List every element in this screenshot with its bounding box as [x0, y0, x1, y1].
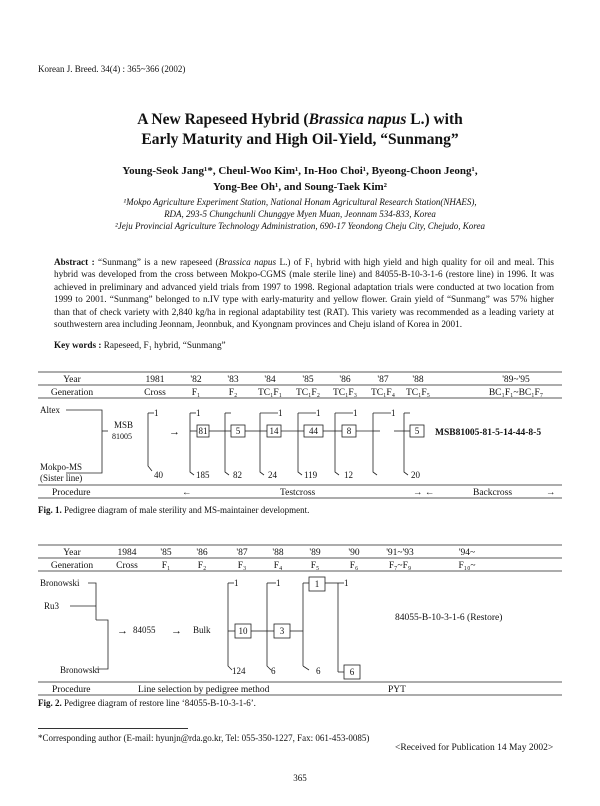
abstract [54, 256, 554, 330]
year-cell: '88 [272, 548, 284, 558]
generation-cell: F₅ [310, 561, 320, 571]
figure-1-diagram [38, 371, 562, 507]
selected-line-label: 14 [269, 426, 279, 436]
year-cell: '90 [348, 548, 360, 558]
year-cell: '84 [264, 375, 276, 385]
selected-line-label: 81 [198, 426, 208, 436]
affiliation-line: ¹Mokpo Agriculture Experiment Station, National Honam Agricultural Research Station(NHAES), [123, 197, 477, 207]
bottom-count: 119 [304, 470, 318, 480]
keywords-text: Rapeseed, F₁ hybrid, “Sunmang” [101, 340, 226, 350]
bottom-count: 24 [268, 470, 277, 480]
top-count: 1 [391, 408, 396, 418]
bottom-count: 6 [271, 666, 276, 676]
arrow: → [117, 625, 128, 637]
result-line-name: 84055-B-10-3-1-6 (Restore) [395, 613, 503, 623]
top-count: 1 [196, 408, 201, 418]
generation-cell: F₁ [191, 388, 201, 398]
abstract-species: Brassica napus [218, 257, 277, 267]
generation-cell: F₂ [228, 388, 238, 398]
selected-line-label: 6 [349, 667, 355, 677]
bulk-label: Bulk [193, 625, 211, 635]
bottom-count: 82 [233, 470, 242, 480]
generation-cell: F₄ [273, 561, 283, 571]
procedure-label: Procedure [52, 685, 91, 695]
caption-text: Pedigree diagram of male sterility and MS-maintainer development. [61, 505, 310, 515]
received-date: <Received for Publication 14 May 2002> [395, 743, 554, 753]
top-count: 1 [234, 578, 239, 588]
arrow-pair: → ← [413, 488, 435, 498]
abstract-text: L.) of F₁ hybrid with high yield and high quality for oil and meal. This hybrid was developed from the cross between Mokpo-CGMS (male sterile line) and 84055-B-10-3-1-6 (restore line) in 1996. It was achieved in preliminary and advanced yield trials from 1997 to 1998. Regional adaptation trials were conducted at two location from 1999 to 2001. “Sunmang” belonged to n.IV type with early-maturity and yellow flower. Grain yield of “Sunmang” was 57% higher than that of check variety with 2,840 kg/ha in regional adaptability test (RAT). This variety was recommended as a leading variety at southwestern area including Jeonnam, Jeonnbuk, and Kyongnam provinces and Cheju island of Korea in 2001. [54, 257, 554, 330]
pedigree-branch [298, 413, 302, 475]
generation-cell: BC₁F₁~BC₁F₇ [488, 388, 544, 398]
author-line-2: Yong-Bee Oh¹, and Soung-Taek Kim² [213, 181, 387, 193]
affiliation-line: ²Jeju Provincial Agriculture Technology Administration, 690-17 Yeondong Cheju City, Chejudo, Korea [115, 221, 485, 231]
page-number: 365 [293, 773, 307, 783]
abstract-text: “Sunmang” is a new rapeseed ( [94, 257, 219, 267]
pedigree-branch [190, 413, 194, 475]
caption-label: Fig. 2. [38, 698, 62, 708]
cross-id: 84055 [133, 625, 156, 635]
affiliations [0, 196, 600, 232]
generation-cell: F₁ [161, 561, 171, 571]
title-part: A New Rapeseed Hybrid ( [137, 111, 309, 128]
pedigree-branch [148, 413, 152, 471]
year-cell: '87 [236, 548, 248, 558]
generation-cell: TC₁F₁ [257, 388, 283, 398]
title-part: L.) with [406, 111, 463, 128]
generation-cell: F₇~F₉ [388, 561, 412, 571]
parent-bronowski: Bronowski [60, 665, 100, 675]
top-count: 1 [154, 408, 159, 418]
pedigree-branch [303, 666, 309, 670]
bottom-count: 124 [232, 666, 246, 676]
parent-bronowski: Bronowski [40, 578, 80, 588]
generation-label: Generation [50, 561, 94, 571]
result-line-name: MSB81005-81-5-14-44-8-5 [435, 428, 542, 438]
keywords [54, 340, 554, 350]
pedigree-branch [225, 413, 229, 475]
top-count: 1 [353, 408, 358, 418]
top-count: 1 [316, 408, 321, 418]
selected-line-label: 44 [309, 426, 318, 436]
year-cell: '91~'93 [386, 548, 414, 558]
author-list [0, 163, 600, 195]
year-cell: '86 [339, 375, 351, 385]
procedure-backcross: Backcross [473, 488, 513, 498]
figure-1-caption [38, 505, 562, 515]
cross-name: MSB [114, 420, 134, 430]
year-cell: 1984 [117, 548, 137, 558]
figure-1 [38, 371, 562, 515]
parent-mokpo-ms: Mokpo-MS [40, 462, 83, 472]
generation-cell: F₆ [349, 561, 359, 571]
generation-cell: Cross [116, 561, 138, 571]
caption-label: Fig. 1. [38, 505, 62, 515]
top-count: 1 [276, 578, 281, 588]
arrow: → [171, 625, 182, 637]
arrow: → [169, 426, 180, 438]
generation-cell: TC₁F₄ [370, 388, 396, 398]
selected-line-label: 5 [414, 426, 420, 436]
pedigree-branch [404, 413, 408, 475]
selected-line-label: 1 [314, 579, 320, 589]
procedure-line-selection: Line selection by pedigree method [138, 685, 270, 695]
figure-2-caption [38, 698, 562, 708]
top-count: 1 [344, 578, 349, 588]
corresponding-author: *Corresponding author (E-mail: hyunjn@rda.go.kr, Tel: 055-350-1227, Fax: 061-453-0085) [38, 733, 370, 743]
generation-cell: F₂ [197, 561, 207, 571]
year-cell: '87 [377, 375, 389, 385]
footnote-rule [38, 728, 188, 729]
procedure-pyt: PYT [388, 685, 406, 695]
journal-citation: Korean J. Breed. 34(4) : 365~366 (2002) [38, 64, 186, 74]
year-label: Year [63, 548, 81, 558]
selected-line-label: 5 [235, 426, 241, 436]
bottom-count: 40 [154, 470, 163, 480]
top-count: 1 [278, 408, 283, 418]
generation-cell: TC₁F₃ [332, 388, 358, 398]
cross-name: 81005 [112, 432, 132, 441]
year-cell: '94~ [458, 548, 476, 558]
cross-bracket [88, 583, 96, 620]
procedure-testcross: Testcross [280, 488, 316, 498]
year-cell: '85 [160, 548, 172, 558]
title-line-2: Early Maturity and High Oil-Yield, “Sunmang” [141, 131, 459, 148]
year-cell: '88 [412, 375, 424, 385]
pedigree-branch [260, 413, 264, 475]
cross-bracket [96, 620, 108, 669]
paper-title [0, 110, 600, 150]
affiliation-line: RDA, 293-5 Chungchunli Chunggye Myen Muan, Jeonnam 534-833, Korea [164, 209, 436, 219]
selected-line-label: 8 [346, 426, 352, 436]
pedigree-branch [335, 413, 339, 475]
generation-label: Generation [50, 388, 94, 398]
keywords-label: Key words : [54, 340, 102, 350]
pedigree-branch [267, 583, 271, 670]
year-cell: 1981 [145, 375, 165, 385]
selected-line-label: 10 [238, 626, 248, 636]
figure-2 [38, 544, 562, 708]
abstract-label: Abstract : [54, 257, 95, 267]
bottom-count: 20 [411, 470, 420, 480]
bottom-count: 185 [196, 470, 210, 480]
pedigree-branch [373, 413, 377, 475]
generation-cell: TC₁F₂ [295, 388, 321, 398]
year-cell: '82 [190, 375, 202, 385]
year-cell: '89~'95 [502, 375, 530, 385]
year-cell: '86 [196, 548, 208, 558]
generation-cell: TC₁F₅ [405, 388, 431, 398]
title-species: Brassica napus [308, 111, 407, 128]
bottom-count: 6 [316, 666, 321, 676]
parent-altex: Altex [40, 405, 60, 415]
caption-text: Pedigree diagram of restore line ‘84055-B-10-3-1-6’. [61, 698, 256, 708]
procedure-label: Procedure [52, 488, 91, 498]
year-label: Year [63, 375, 81, 385]
pedigree-branch [228, 583, 232, 670]
generation-cell: Cross [144, 388, 166, 398]
parent-ru3: Ru3 [44, 601, 60, 611]
year-cell: '89 [309, 548, 321, 558]
bottom-count: 12 [344, 470, 353, 480]
year-cell: '83 [227, 375, 239, 385]
generation-cell: F₃ [237, 561, 247, 571]
year-cell: '85 [302, 375, 314, 385]
figure-2-diagram [38, 544, 562, 700]
generation-cell: F₁₀~ [458, 561, 476, 571]
selected-line-label: 3 [279, 626, 285, 636]
arrow: ← [182, 488, 192, 498]
arrow: → [546, 488, 556, 498]
author-line-1: Young-Seok Jang¹*, Cheul-Woo Kim¹, In-Hoo Choi¹, Byeong-Choon Jeong¹, [122, 165, 478, 177]
parent-sister-line: (Sister line) [40, 473, 83, 483]
